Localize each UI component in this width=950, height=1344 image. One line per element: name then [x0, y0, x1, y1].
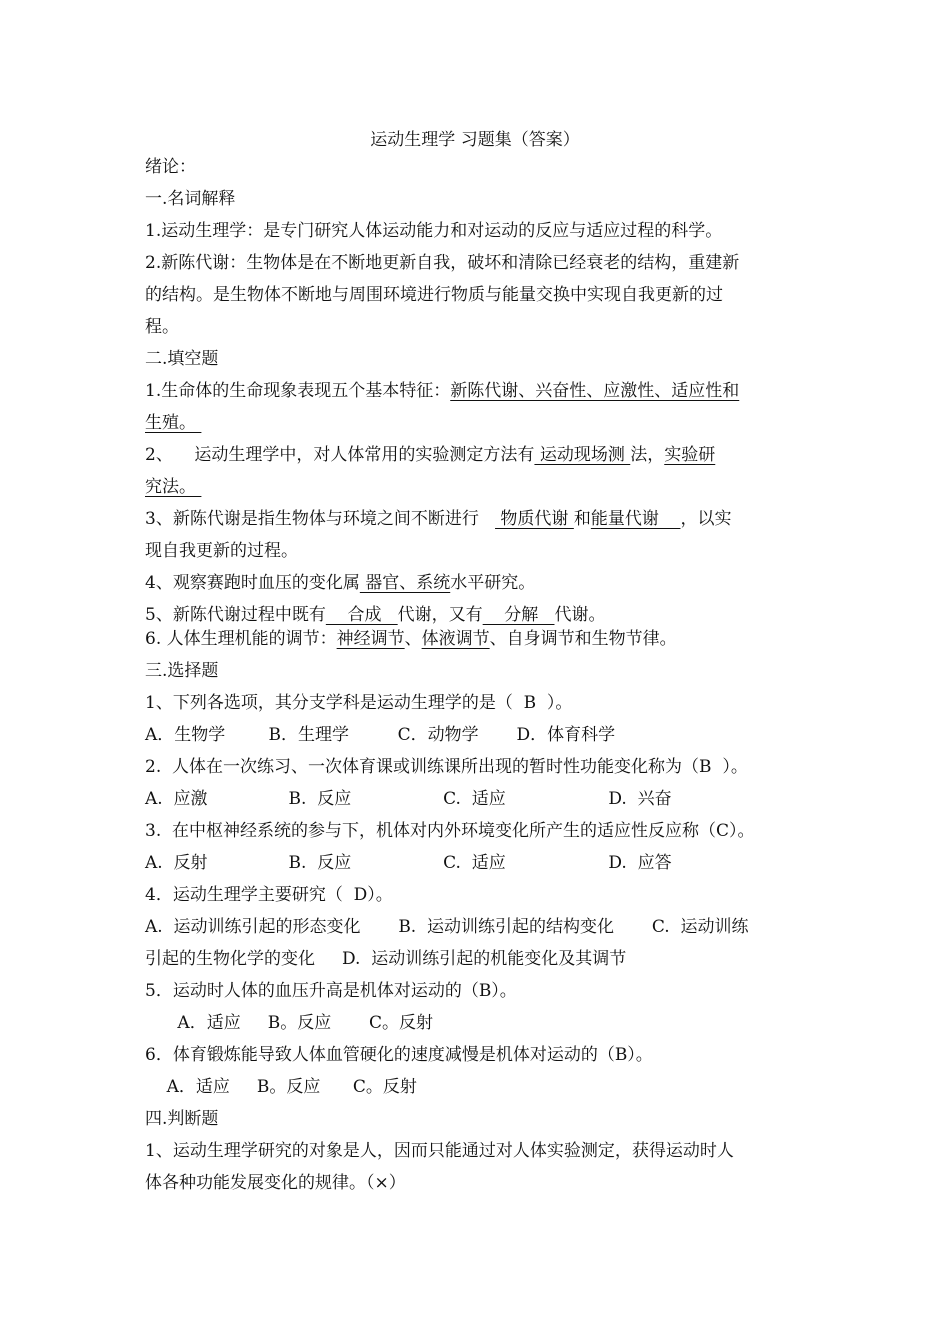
- fill-5-mid: 代谢，又有: [397, 605, 483, 625]
- fill-4-post: 水平研究。: [450, 573, 536, 593]
- intro-heading: 绪论：: [145, 157, 196, 177]
- section-heading-judge: 四.判断题: [145, 1109, 219, 1129]
- choice-1-options: A．生物学 B．生理学 C．动物学 D．体育科学: [145, 725, 616, 745]
- definition-2-line3: 程。: [145, 317, 179, 337]
- choice-2-options: A. 应激 B. 反应 C. 适应 D. 兴奋: [145, 789, 672, 809]
- fill-3-answer-1: 物质代谢: [495, 509, 574, 529]
- fill-6-post: 、自身调节和生物节律。: [489, 629, 677, 649]
- choice-4-options-line1: A. 运动训练引起的形态变化 B. 运动训练引起的结构变化 C. 运动训练: [145, 917, 749, 937]
- choice-2-question: 2. 人体在一次练习、一次体育课或训练课所出现的暂时性功能变化称为（B ）。: [145, 757, 748, 777]
- fill-2-answer-1: 运动现场测: [534, 445, 631, 465]
- doc-title: 运动生理学 习题集（答案）: [370, 130, 580, 150]
- fill-2-answer-2-cont: 究法。: [145, 477, 202, 497]
- fill-1-answer-cont: 生殖。: [145, 413, 202, 433]
- definition-1: 1.运动生理学：是专门研究人体运动能力和对运动的反应与适应过程的科学。: [145, 221, 723, 241]
- choice-3-question: 3. 在中枢神经系统的参与下，机体对内外环境变化所产生的适应性反应称（C）。: [145, 821, 755, 841]
- judge-1-line2: 体各种功能发展变化的规律。（×）: [145, 1173, 406, 1193]
- fill-2-line2: [145, 476, 201, 498]
- fill-5-answer-2: 分解: [482, 605, 555, 625]
- fill-5-answer-1: 合成: [325, 605, 398, 625]
- fill-6: [145, 628, 677, 650]
- fill-6-sep: 、: [404, 629, 422, 649]
- definition-2-line2: 的结构。是生物体不断地与周围环境进行物质与能量交换中实现自我更新的过: [145, 285, 723, 305]
- fill-1-line2: [145, 412, 201, 434]
- fill-2-question: 2、 运动生理学中，对人体常用的实验测定方法有: [145, 445, 535, 465]
- fill-5-question: 5、新陈代谢过程中既有: [145, 605, 326, 625]
- choice-6-question: 6．体育锻炼能导致人体血管硬化的速度减慢是机体对运动的（B）。: [145, 1045, 653, 1065]
- fill-3-line1: [145, 508, 731, 530]
- fill-4: [145, 572, 535, 594]
- fill-5: [145, 604, 605, 626]
- choice-3-options: A. 反射 B. 反应 C. 适应 D. 应答: [145, 853, 672, 873]
- fill-1-answer: 新陈代谢、兴奋性、应激性、适应性和: [450, 381, 740, 401]
- fill-3-mid: 和: [573, 509, 591, 529]
- fill-3-line2: 现自我更新的过程。: [145, 541, 298, 561]
- fill-2-answer-2: 实验研: [664, 445, 716, 465]
- fill-2-mid: 法，: [630, 445, 665, 465]
- fill-3-answer-2: 能量代谢: [590, 509, 681, 529]
- choice-4-options-line2: 引起的生物化学的变化 D. 运动训练引起的机能变化及其调节: [145, 949, 627, 969]
- choice-6-options: A．适应 B。反应 C。反射: [145, 1077, 417, 1097]
- fill-4-answer: 器官、系统: [359, 573, 451, 593]
- fill-6-question: 6. 人体生理机能的调节：: [145, 629, 337, 649]
- section-heading-fill: 二.填空题: [145, 349, 219, 369]
- fill-6-answer-1: 神经调节: [336, 629, 405, 649]
- fill-3-question: 3、新陈代谢是指生物体与环境之间不断进行: [145, 509, 496, 529]
- fill-1-line1: [145, 380, 739, 402]
- fill-6-answer-2: 体液调节: [421, 629, 490, 649]
- fill-1-question: 1.生命体的生命现象表现五个基本特征：: [145, 381, 451, 401]
- fill-4-question: 4、观察赛跑时血压的变化属: [145, 573, 360, 593]
- judge-1-line1: 1、运动生理学研究的对象是人，因而只能通过对人体实验测定，获得运动时人: [145, 1141, 734, 1161]
- choice-5-question: 5．运动时人体的血压升高是机体对运动的（B）。: [145, 981, 517, 1001]
- fill-2-line1: [145, 444, 715, 466]
- definition-2-line1: 2.新陈代谢：生物体是在不断地更新自我，破坏和清除已经衰老的结构，重建新: [145, 253, 740, 273]
- section-heading-choice: 三.选择题: [145, 661, 219, 681]
- fill-3-post: ，以实: [680, 509, 732, 529]
- choice-5-options: A．适应 B。反应 C。反射: [145, 1013, 434, 1033]
- choice-1-question: 1、下列各选项，其分支学科是运动生理学的是（ B ）。: [145, 693, 573, 713]
- fill-5-post: 代谢。: [554, 605, 606, 625]
- section-heading-definitions: 一.名词解释: [145, 189, 236, 209]
- choice-4-question: 4．运动生理学主要研究（ D）。: [145, 885, 393, 905]
